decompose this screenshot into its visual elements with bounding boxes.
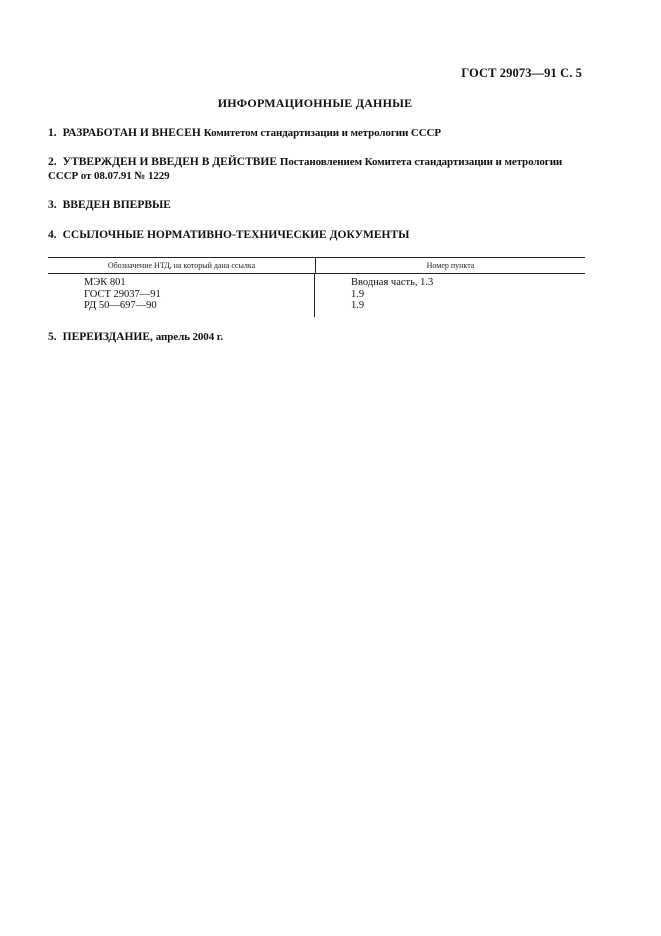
table-cell: 1.9 [351,300,365,311]
item-number: 4. [48,229,57,241]
table-cell: ГОСТ 29037—91 [84,288,161,300]
item-lead: РАЗРАБОТАН И ВНЕСЕН [62,127,201,139]
item-number: 2. [48,156,57,168]
item-text: Комитетом стандартизации и метрологии СССР [203,127,441,139]
list-item-2 [48,155,588,183]
page-number: ГОСТ 29073—91 С. 5 [461,66,582,80]
clause-column [315,274,585,317]
item-lead: ССЫЛОЧНЫЕ НОРМАТИВНО-ТЕХНИЧЕСКИЕ ДОКУМЕНТЫ [62,229,410,241]
column-header-designation: Обозначение НТД, на который дана ссылка [48,258,316,273]
list-item-4 [48,228,588,242]
table-cell: РД 50—697—90 [84,300,157,311]
item-text: Постановлением Комитета стандартизации и метрологии [279,156,563,168]
column-header-clause: Номер пункта [426,261,475,270]
item-lead: ПЕРЕИЗДАНИЕ, [62,331,153,343]
table-header [48,258,585,274]
designation-column [48,274,315,317]
list-item-5 [48,330,588,344]
list-item-1 [48,126,588,140]
item-text: апрель 2004 г. [155,331,224,343]
table-cell: Вводная часть, 1.3 [351,277,434,288]
table-body [48,274,585,317]
reference-table [48,257,585,317]
table-cell: МЭК 801 [84,277,126,288]
item-number: 3. [48,199,57,211]
item-number: 1. [48,127,57,139]
list-item-3 [48,198,588,212]
item-lead: УТВЕРЖДЕН И ВВЕДЕН В ДЕЙСТВИЕ [62,156,278,168]
item-lead: ВВЕДЕН ВПЕРВЫЕ [62,199,171,211]
item-text-continued: СССР от 08.07.91 № 1229 [48,170,170,182]
page-title: ИНФОРМАЦИОННЫЕ ДАННЫЕ [217,96,413,110]
table-cell: 1.9 [351,288,365,300]
item-number: 5. [48,331,57,343]
